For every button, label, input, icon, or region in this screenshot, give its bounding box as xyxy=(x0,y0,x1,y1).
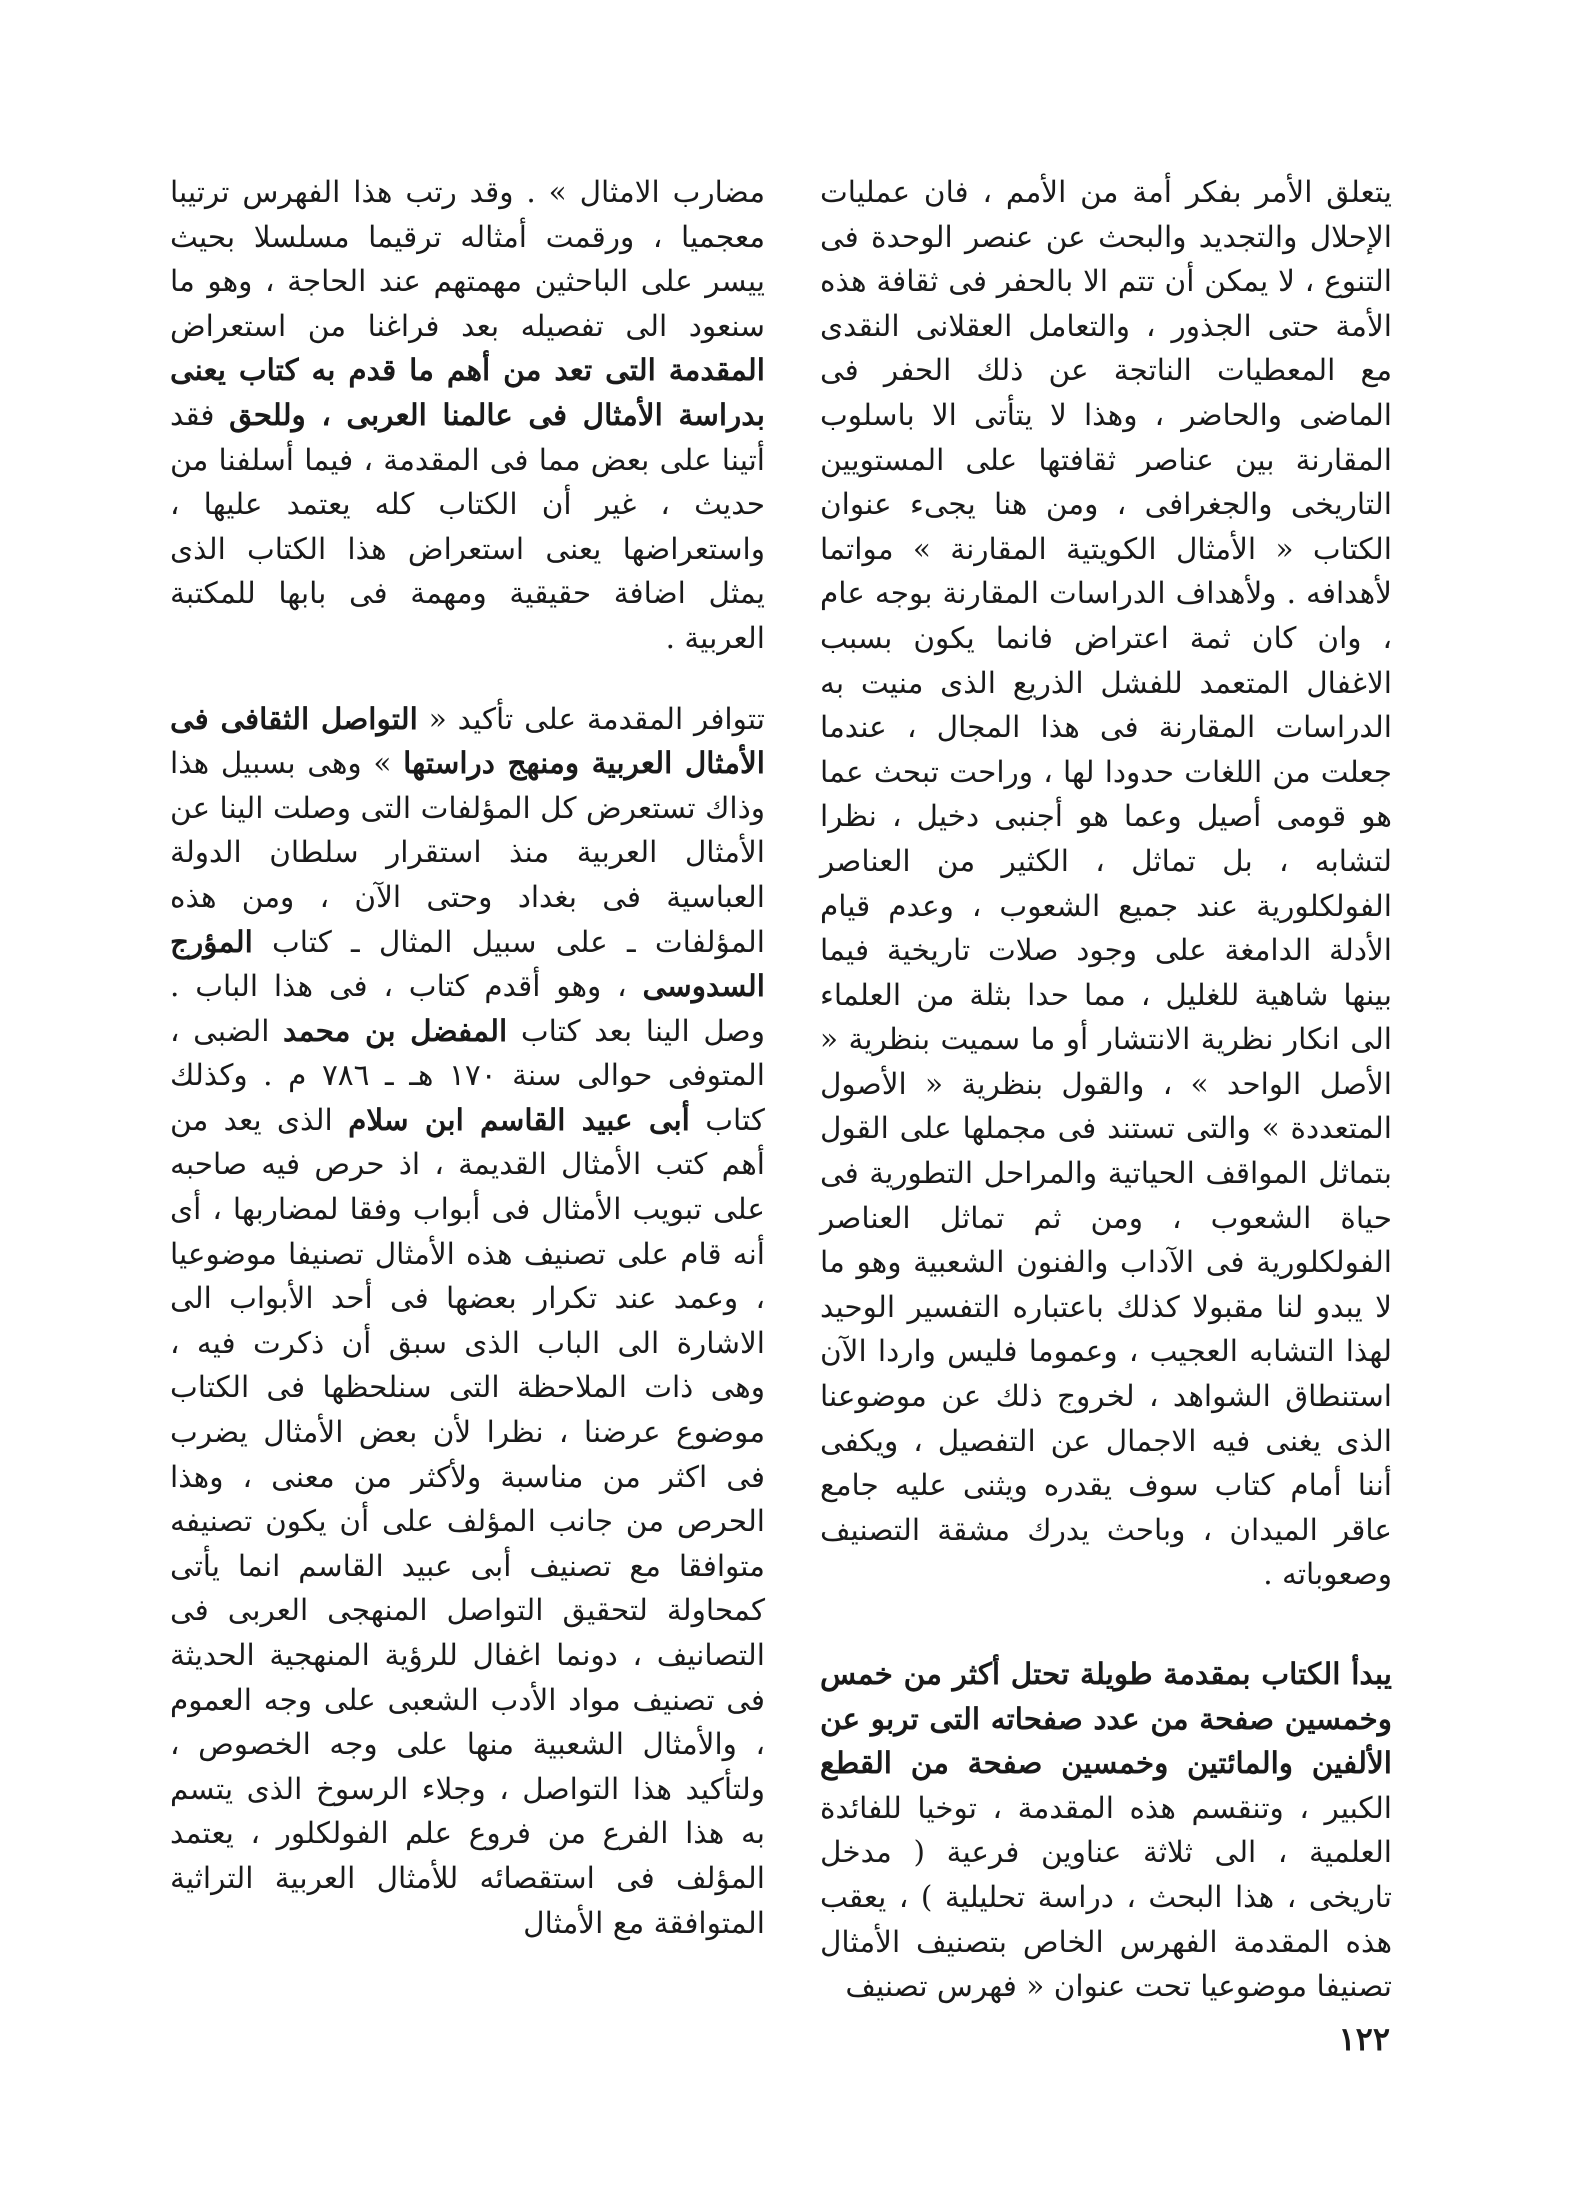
left-paragraph-1-cont: فقد أتينا على بعض مما فى المقدمة ، فيما أسلفنا من حديث ، غير أن الكتاب كله يعتمد عليها ، واستعراضها يعنى استعراض هذا الكتاب الذى يمثل اضافة حقيقية ومهمة فى بابها للمكتبة العربية . xyxy=(170,397,765,655)
left-paragraph-1 xyxy=(170,170,765,661)
page-number: ١٢٢ xyxy=(1338,2020,1390,2058)
left-paragraph-2-text-d: الضبى ، المتوفى حوالى سنة ١٧٠ هـ ـ ٧٨٦ م . وكذلك كتاب xyxy=(170,1013,765,1137)
left-paragraph-2 xyxy=(170,697,765,1946)
left-paragraph-2-bold-2: المؤرج السدوسى xyxy=(170,923,765,1004)
left-paragraph-2-bold-4: أبى عبيد القاسم ابن سلام xyxy=(348,1101,690,1137)
left-paragraph-2-bold-3: المفضل بن محمد xyxy=(283,1012,508,1048)
left-paragraph-1-bold: المقدمة التى تعد من أهم ما قدم به كتاب يعنى بدراسة الأمثال فى عالمنا العربى ، وللحق xyxy=(170,352,765,432)
paragraph-spacer xyxy=(170,661,765,697)
right-paragraph-2 xyxy=(820,1652,1392,2009)
right-column xyxy=(820,170,1392,2009)
left-paragraph-2-text-c: ، وهو أقدم كتاب ، فى هذا الباب . وصل الينا بعد كتاب xyxy=(170,969,765,1048)
left-paragraph-2-bold-1: التواصل الثقافى فى الأمثال العربية ومنهج دراستها xyxy=(170,700,765,781)
left-column xyxy=(170,170,765,1945)
right-paragraph-1: يتعلق الأمر بفكر أمة من الأمم ، فان عمليات الإحلال والتجديد والبحث عن عنصر الوحدة فى التنوع ، لا يمكن أن تتم الا بالحفر فى ثقافة هذه الأمة حتى الجذور ، والتعامل العقلانى النقدى مع المعطيات الناتجة عن ذلك الحفر فى الماضى والحاضر ، وهذا لا يتأتى الا باسلوب المقارنة بين عناصر ثقافتها على المستويين التاريخى والجغرافى ، ومن هنا يجىء عنوان الكتاب « الأمثال الكويتية المقارنة » مواتما لأهدافه . ولأهداف الدراسات المقارنة بوجه عام ، وان كان ثمة اعتراض فانما يكون بسبب الاغفال المتعمد للفشل الذريع الذى منيت به الدراسات المقارنة فى هذا المجال ، عندما جعلت من اللغات حدودا لها ، وراحت تبحث عما هو قومى أصيل وعما هو أجنبى دخيل ، نظرا لتشابه ، بل تماثل ، الكثير من العناصر الفولكلورية عند جميع الشعوب ، وعدم قيام الأدلة الدامغة على وجود صلات تاريخية فيما بينها شاهية للغليل ، مما حدا بثلة من العلماء الى انكار نظرية الانتشار أو ما سميت بنظرية « الأصل الواحد » ، والقول بنظرية « الأصول المتعددة » والتى تستند فى مجملها على القول بتماثل المواقف الحياتية والمراحل التطورية فى حياة الشعوب ، ومن ثم تماثل العناصر الفولكلورية فى الآداب والفنون الشعبية وهو ما لا يبدو لنا مقبولا كذلك باعتباره التفسير الوحيد لهذا التشابه العجيب ، وعموما فليس واردا الآن استنطاق الشواهد ، لخروج ذلك عن موضوعنا الذى يغنى فيه الاجمال عن التفصيل ، ويكفى أننا أمام كتاب سوف يقدره ويثنى عليه جامع عاقر الميدان ، وباحث يدرك مشقة التصنيف وصعوباته . xyxy=(820,175,1392,1592)
right-paragraph-2-bold: يبدأ الكتاب بمقدمة طويلة تحتل أكثر من خمس وخمسين صفحة من عدد صفحاته التى تربو عن الألفين والمائتين وخمسين صفحة من القطع xyxy=(820,1656,1392,1781)
left-paragraph-2-text-b: » وهى بسبيل هذا وذاك تستعرض كل المؤلفات التى وصلت الينا عن الأمثال العربية منذ استقرار سلطان الدولة العباسية فى بغداد وحتى الآن ، ومن هذه المؤلفات ـ على سبيل المثال ـ كتاب xyxy=(170,746,765,959)
left-paragraph-2-text-e: الذى يعد من أهم كتب الأمثال القديمة ، اذ حرص فيه صاحبه على تبويب الأمثال فى أبواب وفقا لمضاربها ، أى أنه قام على تصنيف هذه الأمثال تصنيفا موضوعيا ، وعمد عند تكرار بعضها فى أحد الأبواب الى الاشارة الى الباب الذى سبق أن ذكرت فيه ، وهى ذات الملاحظة التى سنلحظها فى الكتاب موضوع عرضنا ، نظرا لأن بعض الأمثال يضرب فى اكثر من مناسبة ولأكثر من معنى ، وهذا الحرص من جانب المؤلف على أن يكون تصنيفه متوافقا مع تصنيف أبى عبيد القاسم انما يأتى كمحاولة لتحقيق التواصل المنهجى العربى فى التصانيف ، دونما اغفال للرؤية المنهجية الحديثة فى تصنيف مواد الأدب الشعبى على وجه العموم ، والأمثال الشعبية منها على وجه الخصوص ، ولتأكيد هذا التواصل ، وجلاء الرسوخ الذى يتسم به هذا الفرع من فروع علم الفولكلور ، يعتمد المؤلف فى استقصائه للأمثال العربية التراثية المتوافقة مع الأمثال xyxy=(170,1102,765,1940)
left-paragraph-2-text-a: تتوافر المقدمة على تأكيد « xyxy=(428,701,765,736)
left-paragraph-1-text: مضارب الامثال » . وقد رتب هذا الفهرس ترتيبا معجميا ، ورقمت أمثاله ترقيما مسلسلا بحيث ييسر على الباحثين مهمتهم عند الحاجة ، وهو ما سنعود الى تفصيله بعد فراغنا من استعراض xyxy=(170,175,765,343)
paragraph-spacer xyxy=(820,1597,1392,1652)
right-paragraph-2-text: الكبير ، وتنقسم هذه المقدمة ، توخيا للفائدة العلمية ، الى ثلاثة عناوين فرعية ( مدخل تاريخى ، هذا البحث ، دراسة تحليلية ) ، يعقب هذه المقدمة الفهرس الخاص بتصنيف الأمثال تصنيفا موضوعيا تحت عنوان « فهرس تصنيف xyxy=(820,1790,1392,2004)
